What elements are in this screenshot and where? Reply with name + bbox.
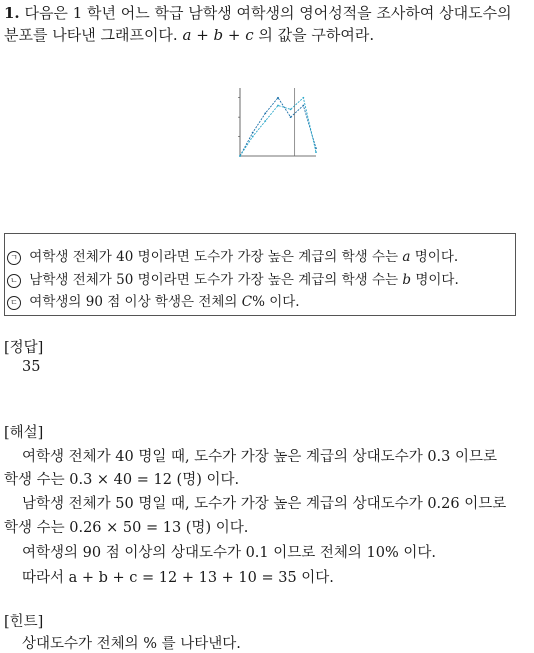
explanation-line-3: 남학생 전체가 50 명일 때, 도수가 가장 높은 계급의 상대도수가 0.26 이므로 — [22, 496, 507, 512]
answer-value: 35 — [22, 359, 41, 375]
hint-heading: [힌트] — [4, 614, 44, 630]
statement-mark: ㄴ — [7, 274, 21, 288]
series-point — [264, 120, 266, 122]
statements-box — [4, 233, 516, 316]
series-point — [290, 116, 292, 118]
series-line-1 — [240, 98, 316, 156]
statement-var: a — [402, 249, 411, 265]
question-formula: a + b + c — [182, 26, 254, 44]
series-point — [264, 112, 266, 114]
series-point — [302, 105, 304, 107]
statement-var: C — [241, 294, 253, 310]
series-point — [277, 97, 279, 99]
statement-1 — [7, 245, 458, 265]
statement-3 — [7, 290, 300, 310]
statement-suffix: 명이다. — [415, 272, 459, 288]
statement-mark: ㄱ — [7, 251, 21, 265]
statement-mark: ㄷ — [7, 296, 21, 310]
explanation-line-6: 따라서 a + b + c = 12 + 13 + 10 = 35 이다. — [22, 570, 334, 586]
series-point — [252, 132, 254, 134]
series-point — [277, 105, 279, 107]
series-line-2 — [240, 98, 316, 156]
question-text-2: 분포를 나타낸 그래프이다. — [4, 26, 178, 44]
answer-heading: [정답] — [4, 340, 44, 356]
question-number: 1. — [4, 4, 20, 22]
statement-var: b — [402, 272, 412, 288]
explanation-heading: [해설] — [4, 425, 44, 441]
statement-text: 여학생의 90 점 이상 학생은 전체의 — [29, 294, 238, 310]
statement-suffix: 명이다. — [414, 249, 459, 265]
question-line-2 — [4, 24, 374, 45]
statement-2 — [7, 268, 459, 288]
explanation-line-2: 학생 수는 0.3 × 40 = 12 (명) 이다. — [4, 472, 240, 488]
hint-text: 상대도수가 전체의 % 를 나타낸다. — [22, 636, 241, 652]
series-point — [290, 108, 292, 110]
series-point — [252, 136, 254, 138]
series-point — [302, 97, 304, 99]
series-point — [315, 151, 317, 153]
explanation-line-1: 여학생 전체가 40 명일 때, 도수가 가장 높은 계급의 상대도수가 0.3 이므로 — [22, 449, 498, 465]
question-text-1: 다음은 1 학년 어느 학급 남학생 여학생의 영어성적을 조사하여 상대도수의 — [24, 4, 512, 22]
series-point — [239, 155, 241, 157]
statement-text: 여학생 전체가 40 명이라면 도수가 가장 높은 계급의 학생 수는 — [29, 249, 399, 265]
statement-suffix: % 이다. — [252, 294, 300, 310]
question-text-3: 의 값을 구하여라. — [258, 26, 375, 44]
explanation-line-4: 학생 수는 0.26 × 50 = 13 (명) 이다. — [4, 520, 249, 536]
explanation-line-5: 여학생의 90 점 이상의 상대도수가 0.1 이므로 전체의 10% 이다. — [22, 545, 436, 561]
question-line-1 — [4, 3, 512, 23]
relative-frequency-chart — [222, 82, 318, 162]
statement-text: 남학생 전체가 50 명이라면 도수가 가장 높은 계급의 학생 수는 — [29, 272, 399, 288]
